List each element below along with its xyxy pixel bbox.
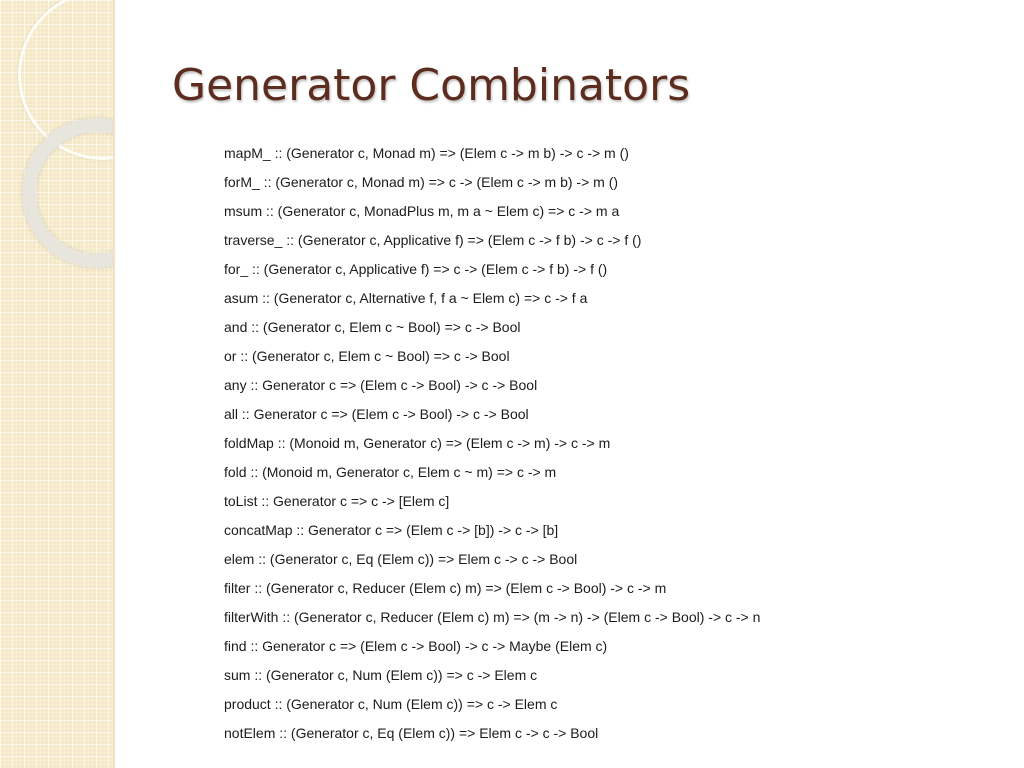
signature-line: traverse_ :: (Generator c, Applicative f) => (Elem c -> f b) -> c -> f () <box>224 232 642 248</box>
signature-line: sum :: (Generator c, Num (Elem c)) => c -> Elem c <box>224 667 538 683</box>
signature-line: mapM_ :: (Generator c, Monad m) => (Elem c -> m b) -> c -> m () <box>224 145 629 161</box>
signature-line: product :: (Generator c, Num (Elem c)) => c -> Elem c <box>224 696 558 712</box>
sidebar-divider <box>113 0 116 768</box>
signature-line: elem :: (Generator c, Eq (Elem c)) => Elem c -> c -> Bool <box>224 551 578 567</box>
signature-line: or :: (Generator c, Elem c ~ Bool) => c -> Bool <box>224 348 510 364</box>
signature-line: find :: Generator c => (Elem c -> Bool) -> c -> Maybe (Elem c) <box>224 638 608 654</box>
signature-list <box>224 142 760 751</box>
signature-line: forM_ :: (Generator c, Monad m) => c -> (Elem c -> m b) -> m () <box>224 174 619 190</box>
signature-line: msum :: (Generator c, MonadPlus m, m a ~ Elem c) => c -> m a <box>224 203 620 219</box>
signature-line: all :: Generator c => (Elem c -> Bool) -> c -> Bool <box>224 406 529 422</box>
signature-line: and :: (Generator c, Elem c ~ Bool) => c -> Bool <box>224 319 521 335</box>
signature-line: filter :: (Generator c, Reducer (Elem c) m) => (Elem c -> Bool) -> c -> m <box>224 580 667 596</box>
signature-line: concatMap :: Generator c => (Elem c -> [b]) -> c -> [b] <box>224 522 559 538</box>
signature-line: toList :: Generator c => c -> [Elem c] <box>224 493 450 509</box>
slide-title: Generator Combinators <box>172 60 691 111</box>
signature-line: asum :: (Generator c, Alternative f, f a ~ Elem c) => c -> f a <box>224 290 588 306</box>
decorative-sidebar <box>0 0 113 768</box>
signature-line: any :: Generator c => (Elem c -> Bool) -> c -> Bool <box>224 377 538 393</box>
signature-line: foldMap :: (Monoid m, Generator c) => (Elem c -> m) -> c -> m <box>224 435 611 451</box>
signature-line: fold :: (Monoid m, Generator c, Elem c ~ m) => c -> m <box>224 464 557 480</box>
signature-line: for_ :: (Generator c, Applicative f) => c -> (Elem c -> f b) -> f () <box>224 261 608 277</box>
signature-line: notElem :: (Generator c, Eq (Elem c)) => Elem c -> c -> Bool <box>224 725 599 741</box>
decorative-ring <box>22 118 113 268</box>
signature-line: filterWith :: (Generator c, Reducer (Elem c) m) => (m -> n) -> (Elem c -> Bool) -> c -> n <box>224 609 761 625</box>
